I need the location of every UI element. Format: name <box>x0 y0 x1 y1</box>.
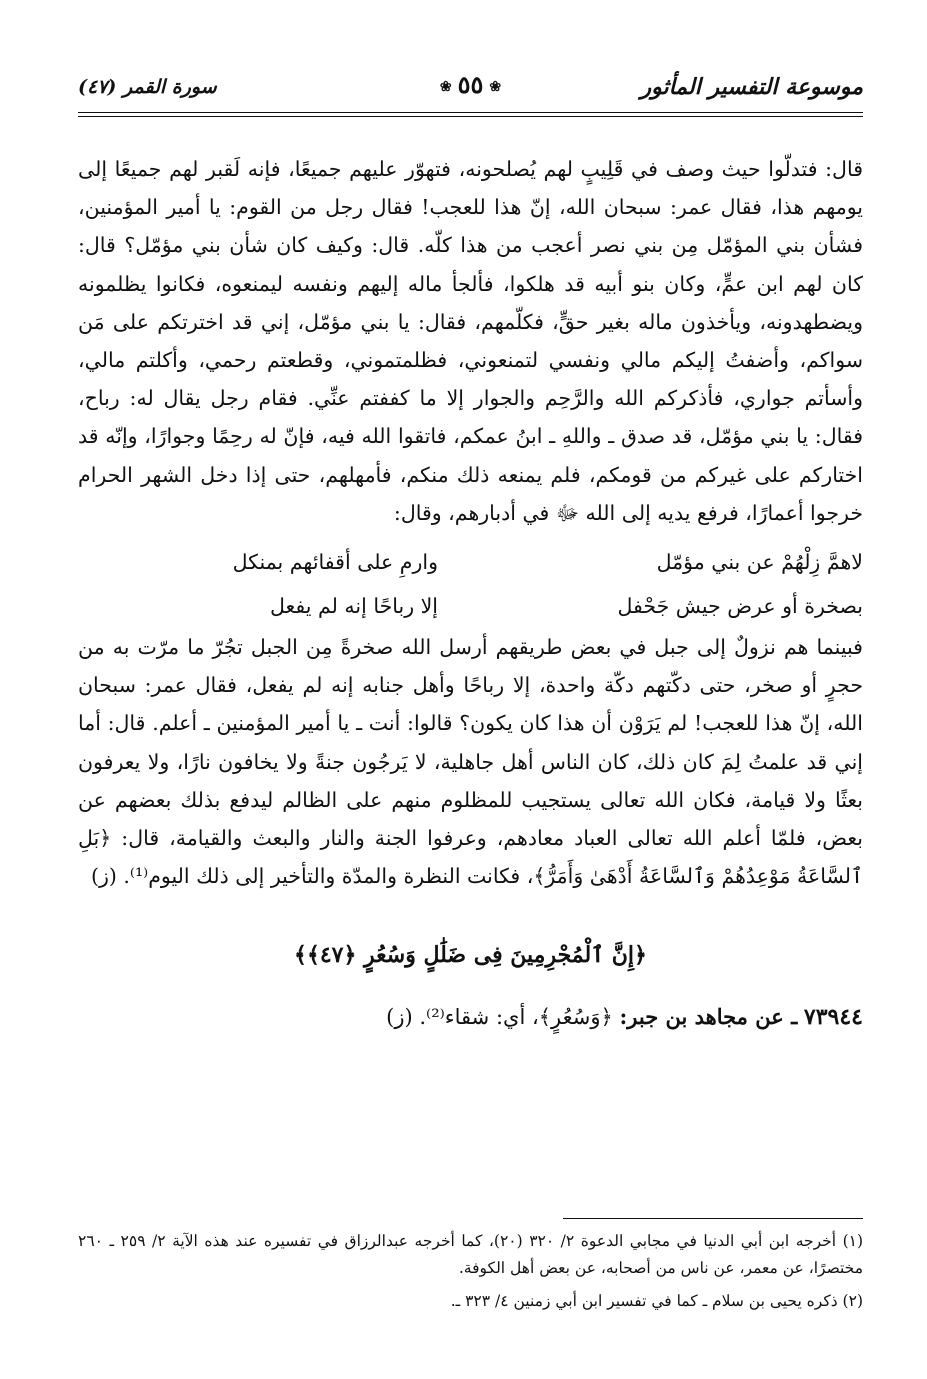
poem-line <box>78 540 863 584</box>
book-title: موسوعة التفسير المأثور <box>640 74 863 100</box>
ornament-icon: ❀ <box>489 78 502 95</box>
poem-hemistich-second: وارمِ على أقفائهم بمنكل <box>232 550 438 575</box>
entry-text: ﴿وَسُعُرٍ﴾، أي: شقاء⁽²⁾. (ز) <box>386 1005 613 1030</box>
quran-verse: ﴿إِنَّ ٱلْمُجْرِمِينَ فِى ضَلَٰلٍ وَسُعُرٍ ﴿٤٧﴾﴾ <box>294 942 647 969</box>
footnote-divider <box>563 1218 863 1219</box>
footnote: (١) أخرجه ابن أبي الدنيا في مجابي الدعوة ٢/ ٣٢٠ (٢٠)، كما أخرجه عبدالرزاق في تفسيره عند هذه الآية ٢/ ٢٥٩ ـ ٢٦٠ مختصرًا، عن معمر، عن ناس من أصحابه، عن بعض أهل الكوفة. <box>78 1232 864 1277</box>
header-divider <box>78 112 863 113</box>
entry-lead: ـ عن مجاهد بن جبر: <box>619 1004 798 1030</box>
footnote: (٢) ذكره يحيى بن سلام ـ كما في تفسير ابن أبي زمنين ٤/ ٣٢٣ ـ. <box>450 1292 863 1310</box>
poem <box>78 540 863 628</box>
paragraph: قال: فتدلّوا حيث وصف في قَلِيبٍ لهم يُصلحونه، فتهوّر عليهم جميعًا، فإنه لَقبر لهم جميعًا إلى يومهم هذا، فقال عمر: سبحان الله، إنّ هذا للعجب! فقال رجل من القوم: يا أمير المؤمنين، فشأن بني المؤمّل مِن بني نصر أعجب من هذا كلّه. قال: وكيف كان شأن بني مؤمّل؟ قال: كان لهم ابن عمٍّ، وكان بنو أبيه قد هلكوا، فألجأ ماله إليهم ونفسه ليمنعوه، فكانوا يظلمونه ويضطهدونه، ويأخذون ماله بغير حقٍّ، فكلّمهم، فقال: يا بني مؤمّل، إني قد اخترتكم على مَن سواكم، وأضفتُ إليكم مالي ونفسي لتمنعوني، فظلمتموني، وقطعتم رحمي، وأكلتم مالي، وأسأتم جواري، فأذكركم الله والرَّحِم والجوار إلا ما كففتم عنِّي. فقام رجل يقال له: رباح، فقال: يا بني مؤمّل، قد صدق ـ واللهِ ـ ابنُ عمكم، فاتقوا الله فيه، فإنّ له رحِمًا وجوارًا، وإنّه قد اختاركم على غيركم من قومكم، فلم يمنعه ذلك منكم، فأمهلهم، حتى إذا دخل الشهر الحرام خرجوا أعمارًا، فرفع يديه إلى الله ﷻ في أدبارهم، وقال: <box>78 157 863 525</box>
paragraph: فبينما هم نزولٌ إلى جبل في بعض طريقهم أرسل الله صخرةً مِن الجبل تجُرّ ما مرّت به من حجرٍ أو صخر، حتى دكّتهم دكّة واحدة، إلا رباحًا وأهل جنابه إنه لم يفعل، فقال عمر: سبحان الله، إنّ هذا للعجب! لم يَرَوْن أن هذا كان يكون؟ قالوا: أنت ـ يا أمير المؤمنين ـ أعلم. قال: أما إني قد علمتُ لِمَ كان ذلك، كان الناس أهل جاهلية، لا يَرجُون جنةً ولا يخافون نارًا، ولا يعرفون بعثًا ولا قيامة، فكان الله تعالى يستجيب للمظلوم منهم على الظالم ليدفع بذلك بعضهم عن بعض، فلمّا أعلم الله تعالى العباد معادهم، وعرفوا الجنة والنار والبعث والقيامة، قال: ﴿بَلِ ٱلسَّاعَةُ مَوْعِدُهُمْ وَٱلسَّاعَةُ أَدْهَىٰ وَأَمَرُّ﴾، فكانت النظرة والمدّة والتأخير إلى ذلك اليوم⁽¹⁾. (ز) <box>78 635 863 889</box>
poem-hemistich-first: بصخرة أو عرض جيش جَحْفل <box>617 594 863 619</box>
surah-label: سورة القمر (٤٧) <box>78 76 217 98</box>
ornament-icon: ❀ <box>439 78 452 95</box>
poem-line <box>78 584 863 628</box>
page-number: ٥٥ <box>457 70 484 99</box>
poem-hemistich-first: لاهمَّ زِلْهُمْ عن بني مؤمّل <box>656 550 863 575</box>
header-divider-thin <box>78 116 863 117</box>
page-header <box>78 70 863 114</box>
main-text <box>78 150 863 1037</box>
entry-number: ٧٣٩٤٤ <box>803 1004 863 1031</box>
footnotes <box>78 1228 863 1315</box>
poem-hemistich-second: إلا رباحًا إنه لم يفعل <box>270 594 438 619</box>
narration-entry <box>78 997 863 1037</box>
